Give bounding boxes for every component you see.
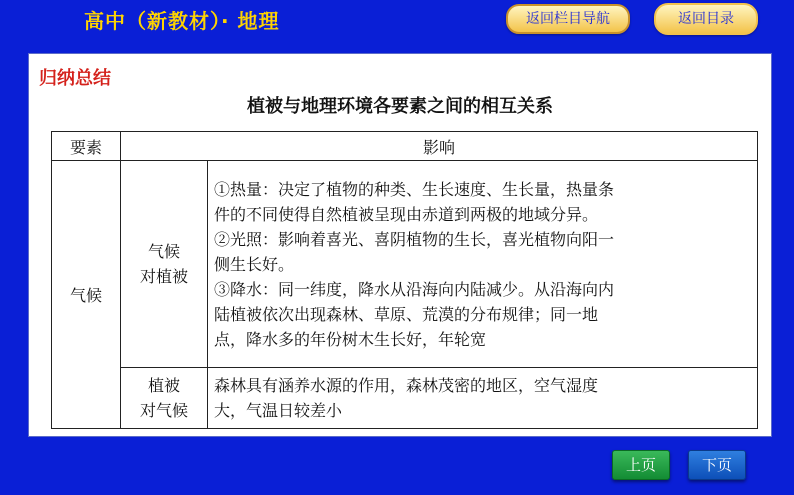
column-header-factor: 要素 [52, 132, 121, 161]
previous-page-button[interactable]: 上页 [612, 450, 670, 480]
text-line: 点，降水多的年份树木生长好，年轮宽 [214, 329, 487, 349]
table-row [52, 161, 758, 368]
page-title: 高中（新教材）· 地理 [84, 9, 280, 33]
text-line: ③降水：同一纬度，降水从沿海向内陆减少。从沿海向内 [214, 279, 615, 299]
text-line: ②光照：影响着喜光、喜阴植物的生长，喜光植物向阳一 [214, 229, 615, 249]
content-panel [28, 53, 772, 437]
text-line: ①热量：决定了植物的种类、生长速度、生长量，热量条 [214, 179, 615, 199]
text-line: 森林具有涵养水源的作用，森林茂密的地区，空气湿度 [214, 376, 599, 395]
text-line: 件的不同使得自然植被呈现由赤道到两极的地域分异。 [214, 204, 599, 224]
back-to-section-nav-button[interactable]: 返回栏目导航 [506, 4, 630, 34]
column-header-impact: 影响 [121, 132, 758, 161]
subfactor-cell [121, 368, 208, 429]
next-page-button[interactable]: 下页 [688, 450, 746, 480]
subfactor-line: 对植被 [139, 267, 188, 286]
text-line: 陆植被依次出现森林、草原、荒漠的分布规律；同一地 [214, 304, 599, 324]
table-row [52, 368, 758, 429]
table-title: 植被与地理环境各要素之间的相互关系 [247, 96, 553, 117]
text-line: 大，气温日较差小 [214, 401, 343, 420]
subfactor-line: 气候 [147, 242, 180, 261]
impact-text-cell [208, 368, 758, 429]
section-tag: 归纳总结 [39, 68, 111, 89]
subfactor-cell [121, 161, 208, 368]
text-line: 侧生长好。 [214, 254, 295, 274]
subfactor-line: 植被 [147, 376, 180, 395]
table-header-row [52, 132, 758, 161]
back-to-toc-button[interactable]: 返回目录 [654, 3, 758, 35]
impact-text-cell [208, 161, 758, 368]
factor-cell: 气候 [52, 161, 121, 429]
relationship-table [51, 131, 758, 429]
subfactor-line: 对气候 [139, 401, 188, 420]
